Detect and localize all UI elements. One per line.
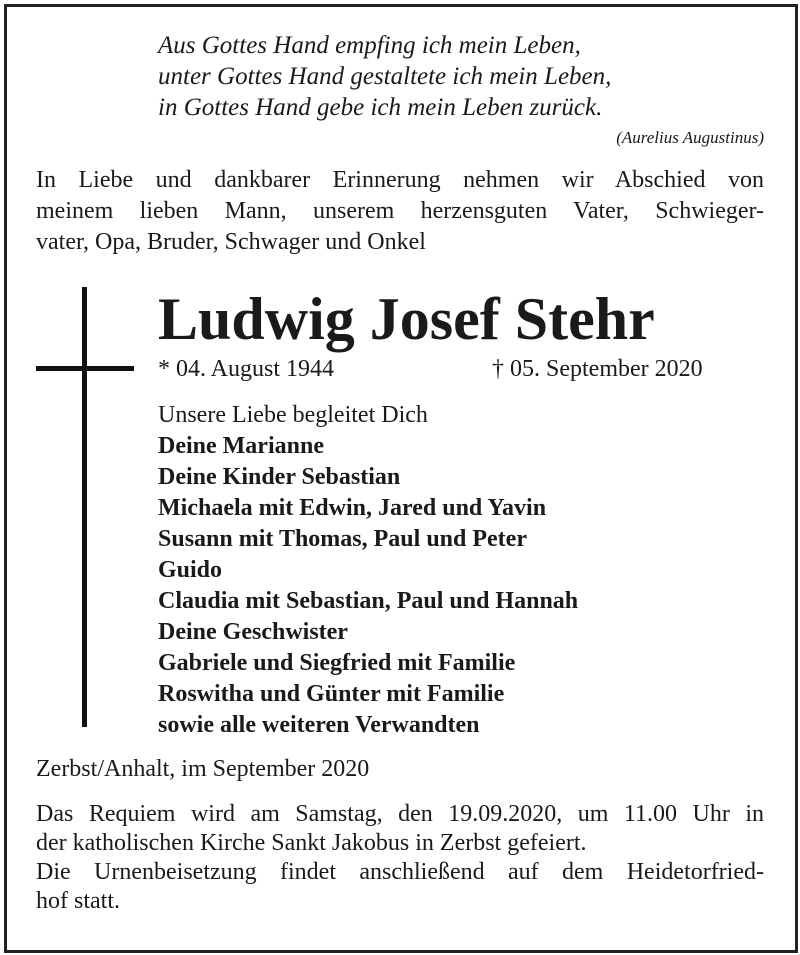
mourner-line: Deine Geschwister bbox=[158, 619, 348, 645]
notice-line: hof statt. bbox=[36, 888, 120, 914]
cross-icon-bar bbox=[36, 366, 134, 371]
mourner-line: Deine Marianne bbox=[158, 433, 324, 459]
mourner-line: Gabriele und Siegfried mit Familie bbox=[158, 650, 516, 676]
funeral-notice bbox=[36, 800, 764, 916]
death-date: † 05. September 2020 bbox=[492, 356, 703, 382]
verse-line: in Gottes Hand gebe ich mein Leben zurück. bbox=[158, 94, 603, 121]
cross-icon bbox=[82, 287, 87, 727]
intro-text bbox=[36, 165, 764, 258]
mourners-list bbox=[158, 400, 758, 741]
mourner-line: Susann mit Thomas, Paul und Peter bbox=[158, 526, 527, 552]
bible-verse bbox=[158, 30, 768, 123]
mourners-intro: Unsere Liebe begleitet Dich bbox=[158, 402, 428, 428]
mourner-line: Deine Kinder Sebastian bbox=[158, 464, 401, 490]
verse-line: unter Gottes Hand gestaltete ich mein Leben, bbox=[158, 63, 612, 90]
place-date: Zerbst/Anhalt, im September 2020 bbox=[36, 756, 370, 782]
notice-line: der katholischen Kirche Sankt Jakobus in Zerbst gefeiert. bbox=[36, 830, 587, 856]
notice-line: Das Requiem wird am Samstag, den 19.09.2020, um 11.00 Uhr in bbox=[36, 801, 764, 827]
mourner-line: Claudia mit Sebastian, Paul und Hannah bbox=[158, 588, 579, 614]
intro-line: vater, Opa, Bruder, Schwager und Onkel bbox=[36, 229, 426, 255]
birth-date: * 04. August 1944 bbox=[158, 356, 335, 382]
notice-line: Die Urnenbeisetzung findet anschließend auf dem Heidetorfried- bbox=[36, 859, 764, 885]
deceased-name: Ludwig Josef Stehr bbox=[158, 286, 655, 352]
verse-line: Aus Gottes Hand empfing ich mein Leben, bbox=[158, 32, 581, 59]
mourner-line: sowie alle weiteren Verwandten bbox=[158, 712, 480, 738]
intro-line: In Liebe und dankbarer Erinnerung nehmen wir Abschied von bbox=[36, 167, 764, 193]
verse-attribution: (Aurelius Augustinus) bbox=[616, 128, 764, 147]
mourner-line: Guido bbox=[158, 557, 223, 583]
intro-line: meinem lieben Mann, unserem herzensguten Vater, Schwieger- bbox=[36, 198, 764, 224]
mourner-line: Roswitha und Günter mit Familie bbox=[158, 681, 505, 707]
mourner-line: Michaela mit Edwin, Jared und Yavin bbox=[158, 495, 547, 521]
